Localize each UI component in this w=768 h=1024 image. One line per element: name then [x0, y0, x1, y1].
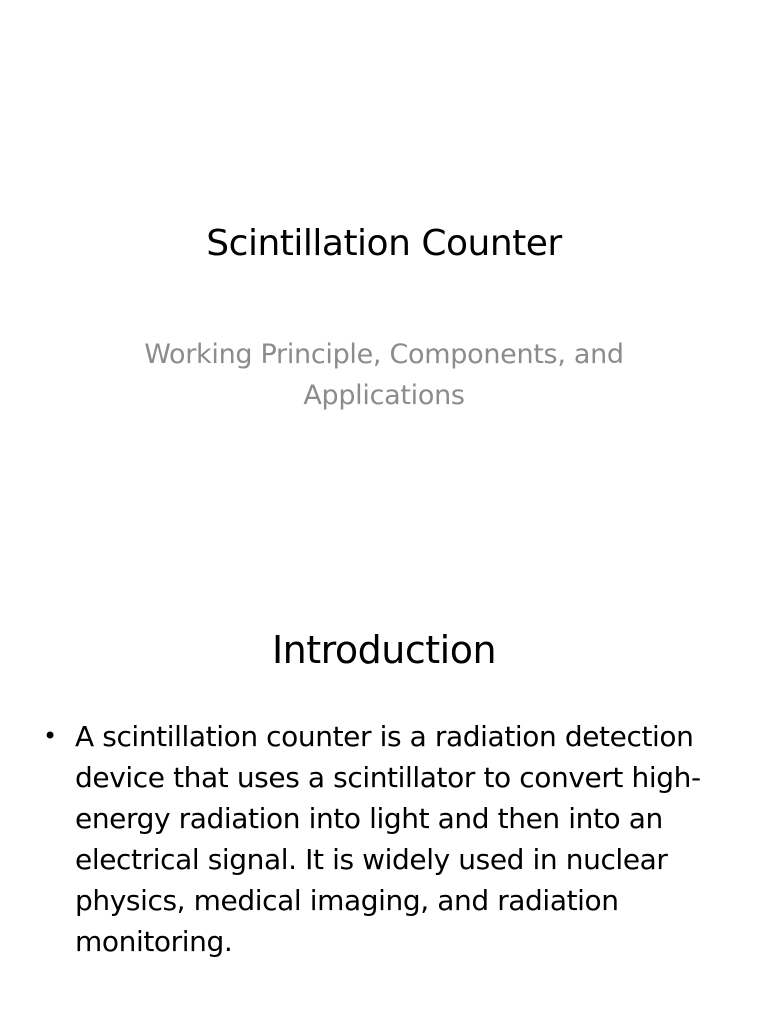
introduction-slide [0, 576, 768, 1024]
bullet-text: A scintillation counter is a radiation detection device that uses a scintillator to convert high-energy radiation into light and then into an electrical signal. It is widely used in nuclear physics, medical imaging, and radiation monitoring. [75, 720, 701, 958]
bullet-icon: • [43, 722, 57, 750]
section-heading: Introduction [271, 628, 497, 672]
slide-title: Scintillation Counter [206, 223, 562, 264]
bullet-list [38, 716, 718, 962]
slide-subtitle: Working Principle, Components, and Applications [144, 339, 624, 411]
bullet-item [38, 716, 718, 962]
